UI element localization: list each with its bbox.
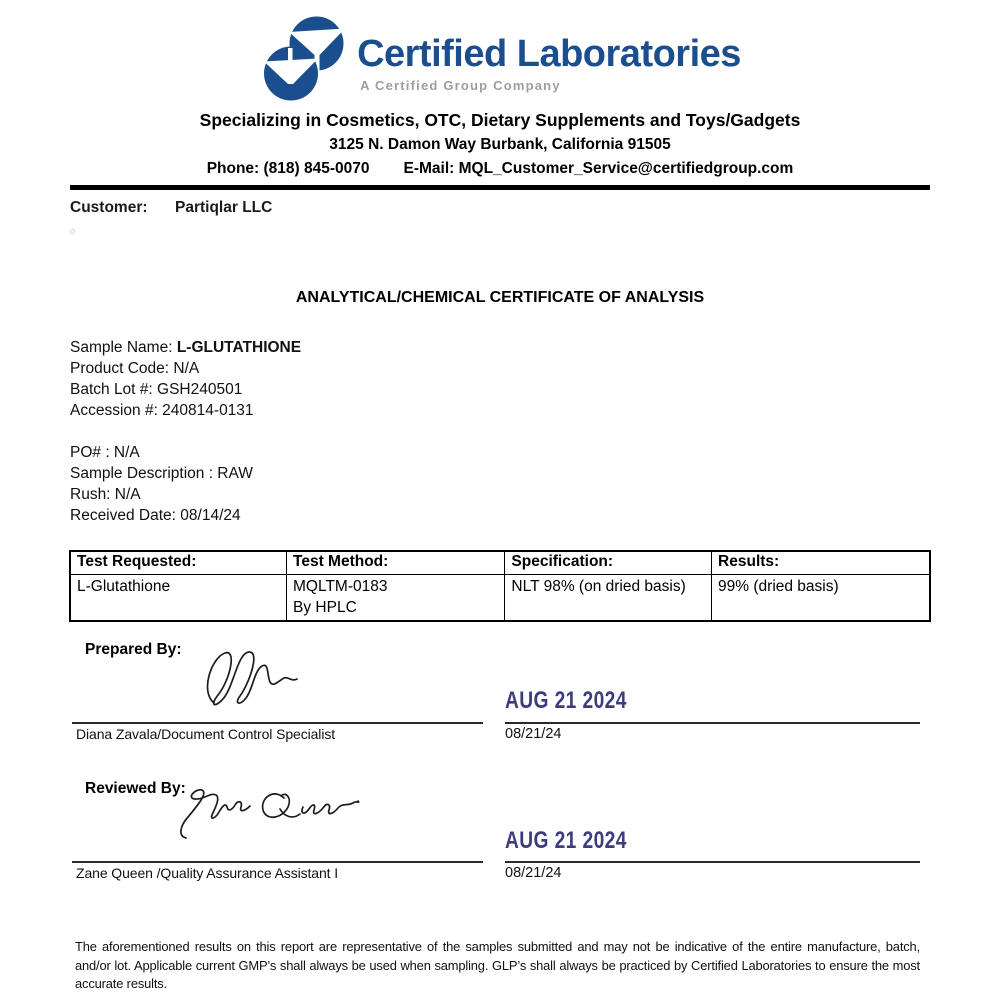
rush-line: Rush: N/A	[70, 486, 141, 503]
reviewed-by-label: Reviewed By:	[85, 780, 186, 797]
prepared-signature-ink	[192, 645, 304, 707]
col-header-specification: Specification:	[505, 551, 712, 574]
footer-disclaimer: The aforementioned results on this report are representative of the samples submitted and may not be indicative of the entire manufacture, batch, and/or lot. Applicable current GMP’s shall always be used when sampling. GLP’s shall always be practiced by Certified Laboratories to ensure the most accurate results.	[75, 939, 920, 991]
results-table-header-row	[70, 551, 930, 574]
table-row	[70, 574, 930, 621]
header-address-line: 3125 N. Damon Way Burbank, California 91505	[329, 136, 671, 153]
logo-tagline: A Certified Group Company	[360, 78, 561, 94]
col-header-results: Results:	[712, 551, 930, 574]
po-line: PO# : N/A	[70, 444, 140, 461]
sample-name-line	[70, 337, 301, 358]
phone-label: Phone: (818) 845-0070	[206, 160, 370, 177]
reviewed-date-text: 08/21/24	[505, 865, 562, 881]
test-method-line-2: By HPLC	[293, 598, 357, 616]
sample-name-label: Sample Name:	[70, 339, 177, 356]
prepared-date-stamp: AUG 21 2024	[505, 687, 627, 714]
accession-line: Accession #: 240814-0131	[70, 402, 254, 419]
reviewed-signature-ink	[172, 780, 362, 844]
document-title: ANALYTICAL/CHEMICAL CERTIFICATE OF ANALYSIS	[295, 289, 705, 306]
cell-results: 99% (dried basis)	[712, 574, 930, 621]
sample-info-block-1	[70, 337, 301, 421]
header-logo-row	[0, 12, 1000, 102]
reviewed-date-line	[505, 861, 920, 863]
prepared-date-line	[505, 722, 920, 724]
email-label: E-Mail: MQL_Customer_Service@certifiedgroup.com	[403, 160, 794, 177]
reviewed-signature-line	[72, 861, 483, 863]
cell-test-requested: L-Glutathione	[70, 574, 287, 621]
sample-name-value: L-GLUTATHIONE	[176, 339, 302, 356]
prepared-by-label: Prepared By:	[85, 641, 182, 658]
header-divider-rule	[70, 185, 930, 190]
header-contact-line	[0, 160, 1000, 178]
sample-info-block-2	[70, 442, 253, 526]
logo-text-block	[357, 21, 741, 94]
logo-title: Certified Laboratories	[357, 32, 741, 75]
customer-label: Customer:	[70, 199, 148, 216]
sample-description-line: Sample Description : RAW	[70, 465, 253, 482]
reviewed-by-name: Zane Queen /Quality Assurance Assistant I	[76, 865, 339, 881]
prepared-signature-line	[72, 722, 483, 724]
results-table	[69, 550, 931, 622]
reviewed-date-stamp: AUG 21 2024	[505, 827, 627, 854]
received-date-line: Received Date: 08/14/24	[70, 507, 241, 524]
certified-laboratories-logo-icon	[259, 12, 349, 102]
batch-lot-line: Batch Lot #: GSH240501	[70, 381, 243, 398]
col-header-test-requested: Test Requested:	[70, 551, 287, 574]
col-header-test-method: Test Method:	[287, 551, 505, 574]
customer-name: Partiqlar LLC	[175, 199, 273, 216]
prepared-date-text: 08/21/24	[505, 726, 562, 742]
product-code-line: Product Code: N/A	[70, 360, 200, 377]
prepared-by-name: Diana Zavala/Document Control Specialist	[76, 726, 336, 742]
scan-artifact-mark	[70, 229, 75, 234]
customer-row	[70, 199, 273, 217]
test-method-line-1: MQLTM-0183	[293, 577, 388, 595]
cell-test-method	[287, 574, 505, 621]
cell-specification: NLT 98% (on dried basis)	[505, 574, 712, 621]
header-specializing-line: Specializing in Cosmetics, OTC, Dietary Supplements and Toys/Gadgets	[199, 110, 801, 130]
